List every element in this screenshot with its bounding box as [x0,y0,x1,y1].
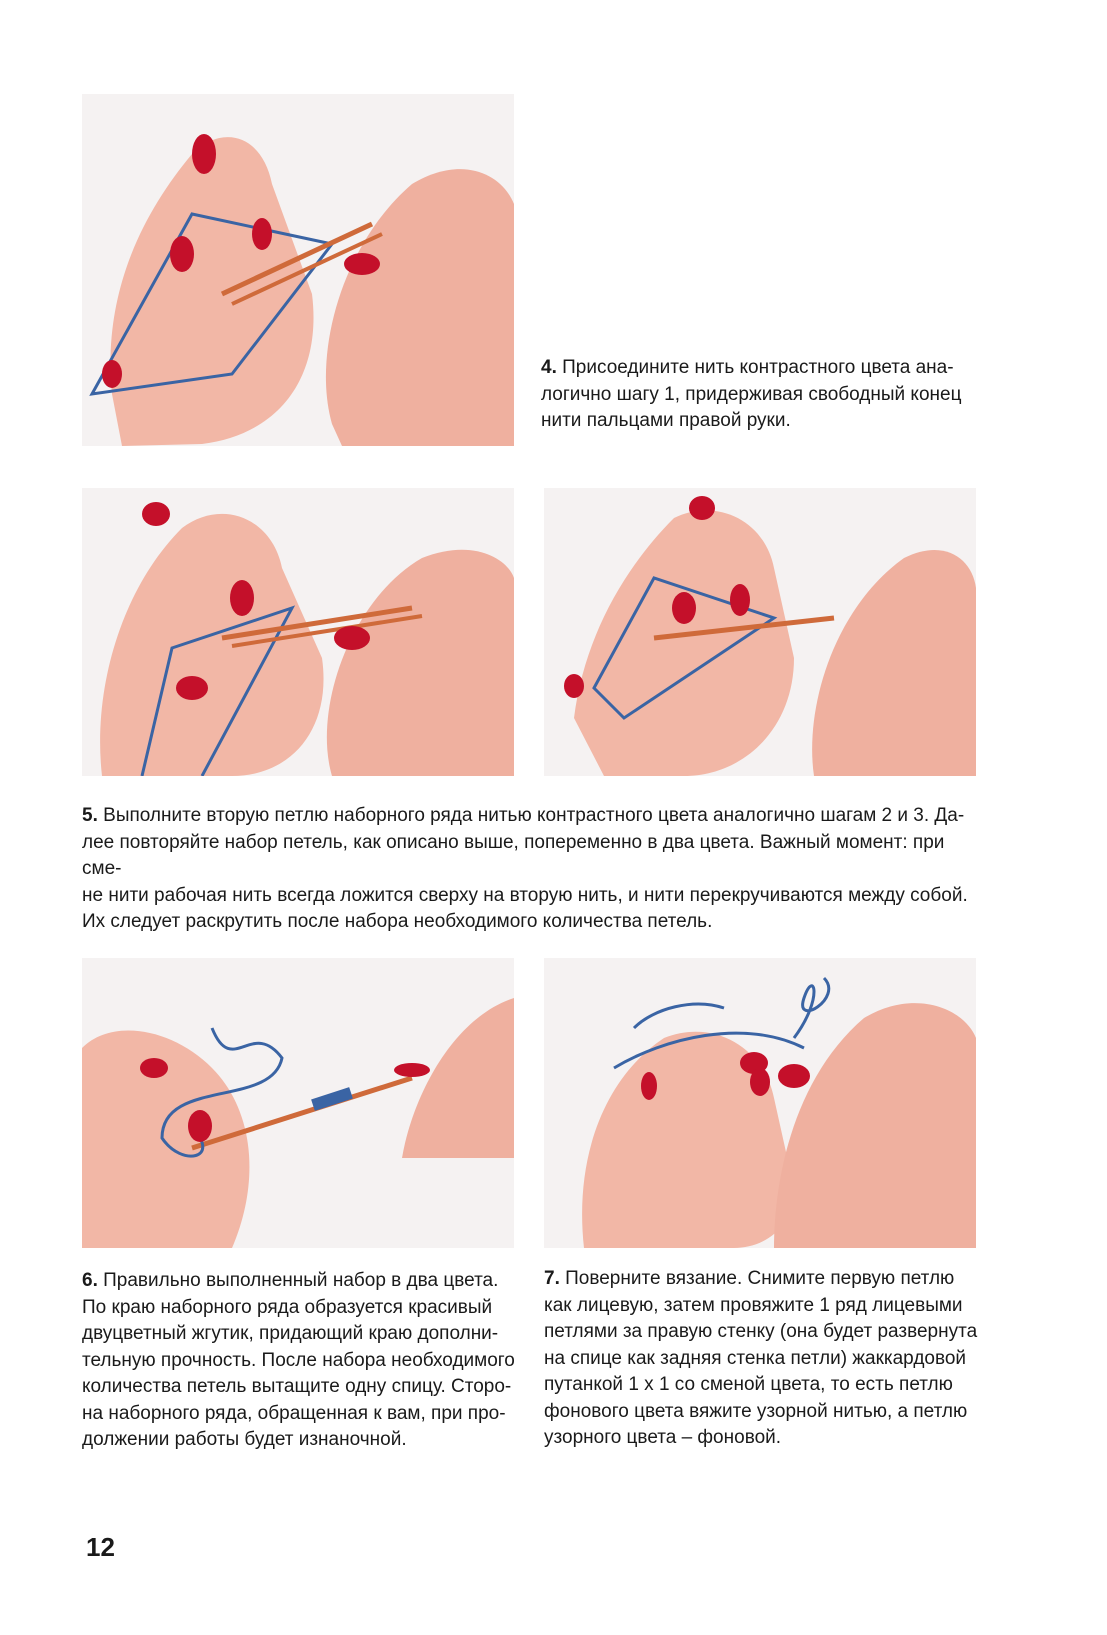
caption-line [82,803,982,830]
step-7-caption [544,1266,984,1452]
caption-line: петлями за правую стенку (она будет развернута [544,1321,978,1342]
caption-line-text: Правильно выполненный набор в два цвета. [103,1270,499,1291]
caption-line: на наборного ряда, обращенная к вам, при про- [82,1402,506,1424]
caption-line: логично шагу 1, придерживая свободный конец [541,383,962,405]
hands-knitting-illustration [544,488,976,776]
step-4-caption [541,355,971,435]
caption-line: лее повторяйте набор петель, как описано выше, попеременно в два цвета. Важный момент: при сме- [82,831,945,879]
caption-line: фонового цвета вяжите узорной нитью, а петлю [544,1400,968,1422]
caption-line: Их следует раскрутить после набора необходимого количества петель. [82,911,713,932]
caption-line [541,355,971,382]
caption-line-text: Поверните вязание. Снимите первую петлю [565,1268,955,1289]
caption-line: тельную прочность. После набора необходимого [82,1349,515,1371]
caption-line: количества петель вытащите одну спицу. Сторо- [82,1376,512,1397]
caption-line: должении работы будет изнаночной. [82,1429,407,1450]
step-number: 6. [82,1270,98,1291]
hands-knitting-illustration [82,958,514,1248]
step-7-photo [544,958,976,1248]
caption-line: путанкой 1 x 1 со сменой цвета, то есть петлю [544,1374,953,1395]
step-5-caption [82,803,982,936]
caption-line: нити пальцами правой руки. [541,410,791,431]
caption-line-text: Выполните вторую петлю наборного ряда нитью контрастного цвета аналогично шагам 2 и 3. Да- [103,805,965,826]
caption-line: узорного цвета – фоновой. [544,1427,782,1448]
step-number: 4. [541,357,557,378]
caption-line [544,1266,984,1293]
caption-line [82,1268,522,1295]
step-number: 7. [544,1268,560,1289]
caption-line: двуцветный жгутик, придающий краю дополни- [82,1323,499,1344]
step-4-photo [82,94,514,446]
page-number: 12 [86,1532,115,1562]
step-number: 5. [82,805,98,826]
caption-line: По краю наборного ряда образуется красивый [82,1296,493,1318]
step-5a-photo [82,488,514,776]
step-6-photo [82,958,514,1248]
caption-line: на спице как задняя стенка петли) жаккардовой [544,1347,967,1369]
caption-line: не нити рабочая нить всегда ложится сверху на вторую нить, и нити перекручиваются между собой. [82,884,968,906]
hands-knitting-illustration [544,958,976,1248]
hands-knitting-illustration [82,488,514,776]
caption-line: как лицевую, затем провяжите 1 ряд лицевыми [544,1294,963,1316]
caption-line-text: Присоедините нить контрастного цвета ана- [562,357,954,378]
hands-knitting-illustration [82,94,514,446]
step-5b-photo [544,488,976,776]
step-6-caption [82,1268,522,1454]
